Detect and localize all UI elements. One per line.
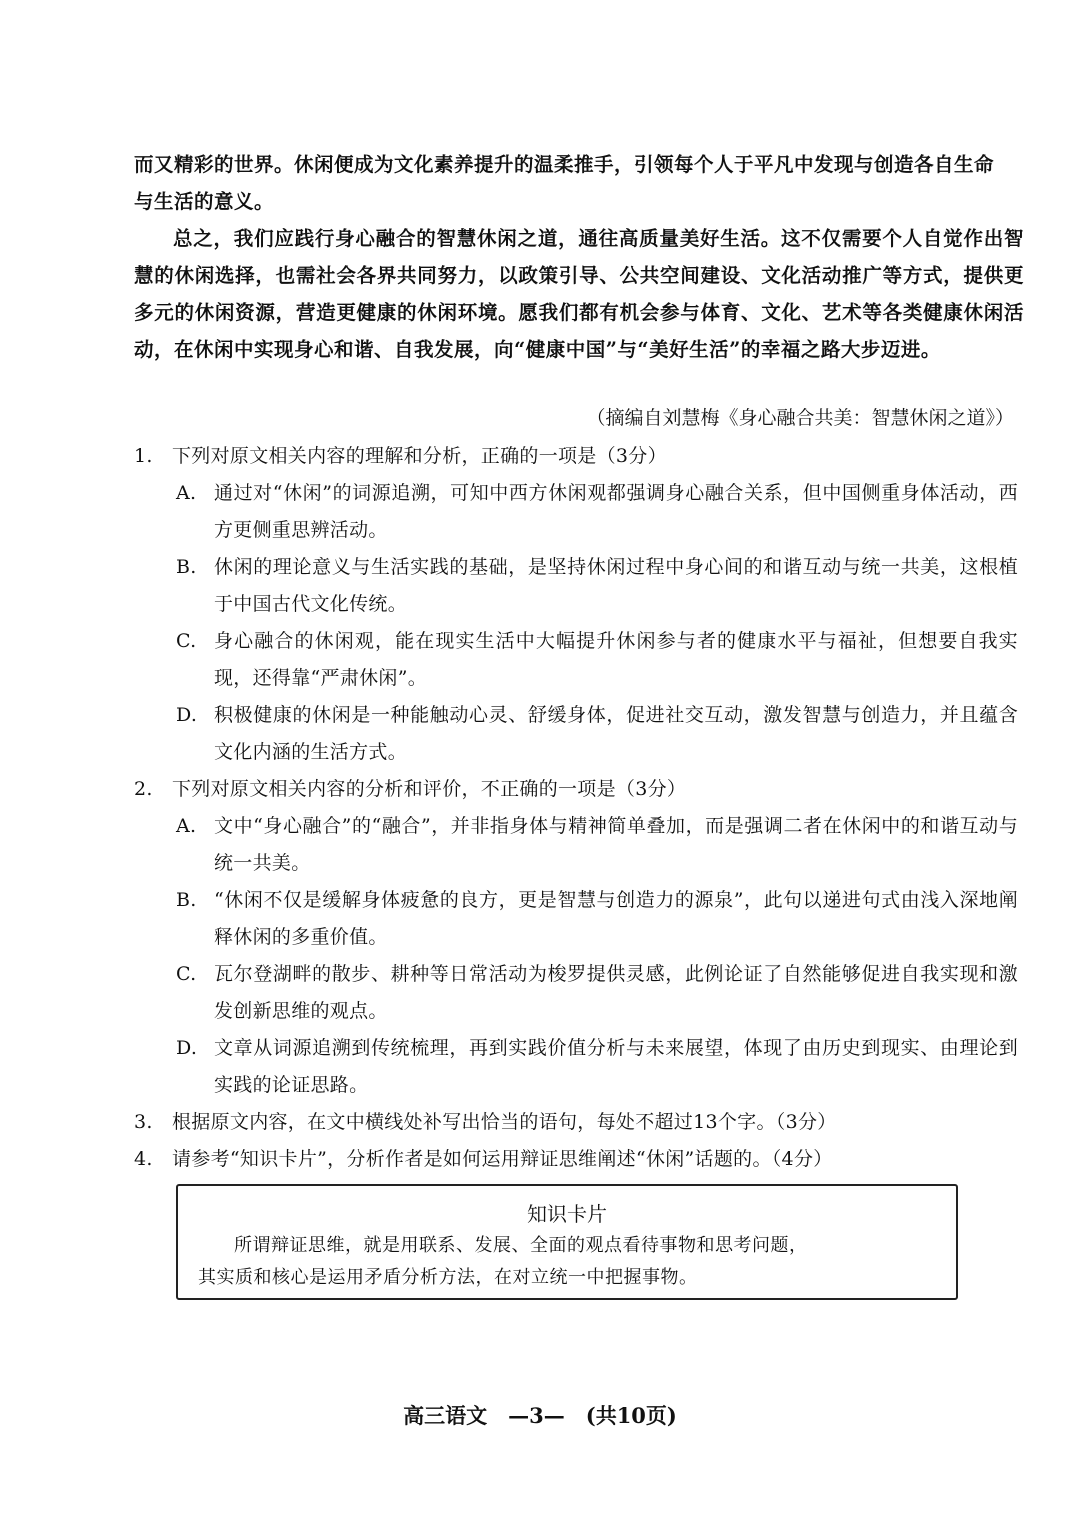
question-4 xyxy=(134,1141,1024,1178)
option-text: 积极健康的休闲是一种能触动心灵、舒缓身体，促进社交互动，激发智慧与创造力，并且蕴含文化内涵的生活方式。 xyxy=(214,704,1018,763)
question-number: 3. xyxy=(134,1111,153,1133)
question-1-option-d xyxy=(134,697,1024,771)
option-text: 身心融合的休闲观，能在现实生活中大幅提升休闲参与者的健康水平与福祉，但想要自我实现，还得靠“严肃休闲”。 xyxy=(214,630,1018,689)
knowledge-card-line-2: 其实质和核心是运用矛盾分析方法，在对立统一中把握事物。 xyxy=(198,1267,698,1288)
option-label: C. xyxy=(176,630,197,652)
question-stem: 下列对原文相关内容的分析和评价，不正确的一项是（3分） xyxy=(172,778,687,800)
question-stem: 下列对原文相关内容的理解和分析，正确的一项是（3分） xyxy=(172,445,667,467)
option-text: 文章从词源追溯到传统梳理，再到实践价值分析与未来展望，体现了由历史到现实、由理论到实践的论证思路。 xyxy=(214,1037,1018,1096)
page-footer: 高三语文 —3— (共10页) xyxy=(403,1403,677,1428)
question-1 xyxy=(134,438,1024,475)
passage-source: （摘编自刘慧梅《身心融合共美：智慧休闲之道》） xyxy=(586,407,1014,429)
option-text: 通过对“休闲”的词源追溯，可知中西方休闲观都强调身心融合关系，但中国侧重身体活动，西方更侧重思辨活动。 xyxy=(214,482,1018,541)
question-2-option-c xyxy=(134,956,1024,1030)
option-label: A. xyxy=(176,815,197,837)
question-number: 1. xyxy=(134,445,153,467)
option-label: A. xyxy=(176,482,197,504)
option-label: C. xyxy=(176,963,197,985)
question-2 xyxy=(134,771,1024,808)
option-text: “休闲不仅是缓解身体疲惫的良方，更是智慧与创造力的源泉”，此句以递进句式由浅入深地阐释休闲的多重价值。 xyxy=(214,889,1018,948)
question-2-option-b xyxy=(134,882,1024,956)
question-stem: 根据原文内容，在文中横线处补写出恰当的语句，每处不超过13个字。（3分） xyxy=(172,1111,837,1133)
option-text: 瓦尔登湖畔的散步、耕种等日常活动为梭罗提供灵感，此例论证了自然能够促进自我实现和激发创新思维的观点。 xyxy=(214,963,1018,1022)
passage xyxy=(134,146,1024,368)
knowledge-card-line-1: 所谓辩证思维，就是用联系、发展、全面的观点看待事物和思考问题， xyxy=(234,1235,808,1256)
passage-conclusion-paragraph: 总之，我们应践行身心融合的智慧休闲之道，通往高质量美好生活。这不仅需要个人自觉作出智慧的休闲选择，也需社会各界共同努力，以政策引导、公共空间建设、文化活动推广等方式，提供更多元的休闲资源，营造更健康的休闲环境。愿我们都有机会参与体育、文化、艺术等各类健康休闲活动，在休闲中实现身心和谐、自我发展，向“健康中国”与“美好生活”的幸福之路大步迈进。 xyxy=(134,227,1024,361)
question-1-option-c xyxy=(134,623,1024,697)
question-list xyxy=(134,438,1024,1178)
option-label: B. xyxy=(176,556,197,578)
question-2-option-a xyxy=(134,808,1024,882)
option-text: 文中“身心融合”的“融合”，并非指身体与精神简单叠加，而是强调二者在休闲中的和谐互动与统一共美。 xyxy=(214,815,1018,874)
knowledge-card-text xyxy=(178,1230,956,1294)
option-label: D. xyxy=(176,1037,198,1059)
passage-line-1: 而又精彩的世界。休闲便成为文化素养提升的温柔推手，引领每个人于平凡中发现与创造各自生命 xyxy=(134,153,995,176)
question-1-option-a xyxy=(134,475,1024,549)
knowledge-card-title: 知识卡片 xyxy=(527,1202,607,1226)
option-label: B. xyxy=(176,889,197,911)
option-label: D. xyxy=(176,704,198,726)
question-stem: 请参考“知识卡片”，分析作者是如何运用辩证思维阐述“休闲”话题的。（4分） xyxy=(172,1148,833,1170)
question-number: 4. xyxy=(134,1148,153,1170)
question-number: 2. xyxy=(134,778,153,800)
knowledge-card xyxy=(176,1184,958,1300)
option-text: 休闲的理论意义与生活实践的基础，是坚持休闲过程中身心间的和谐互动与统一共美，这根植于中国古代文化传统。 xyxy=(214,556,1018,615)
question-2-option-d xyxy=(134,1030,1024,1104)
question-1-option-b xyxy=(134,549,1024,623)
question-3 xyxy=(134,1104,1024,1141)
passage-line-2: 与生活的意义。 xyxy=(134,190,275,213)
